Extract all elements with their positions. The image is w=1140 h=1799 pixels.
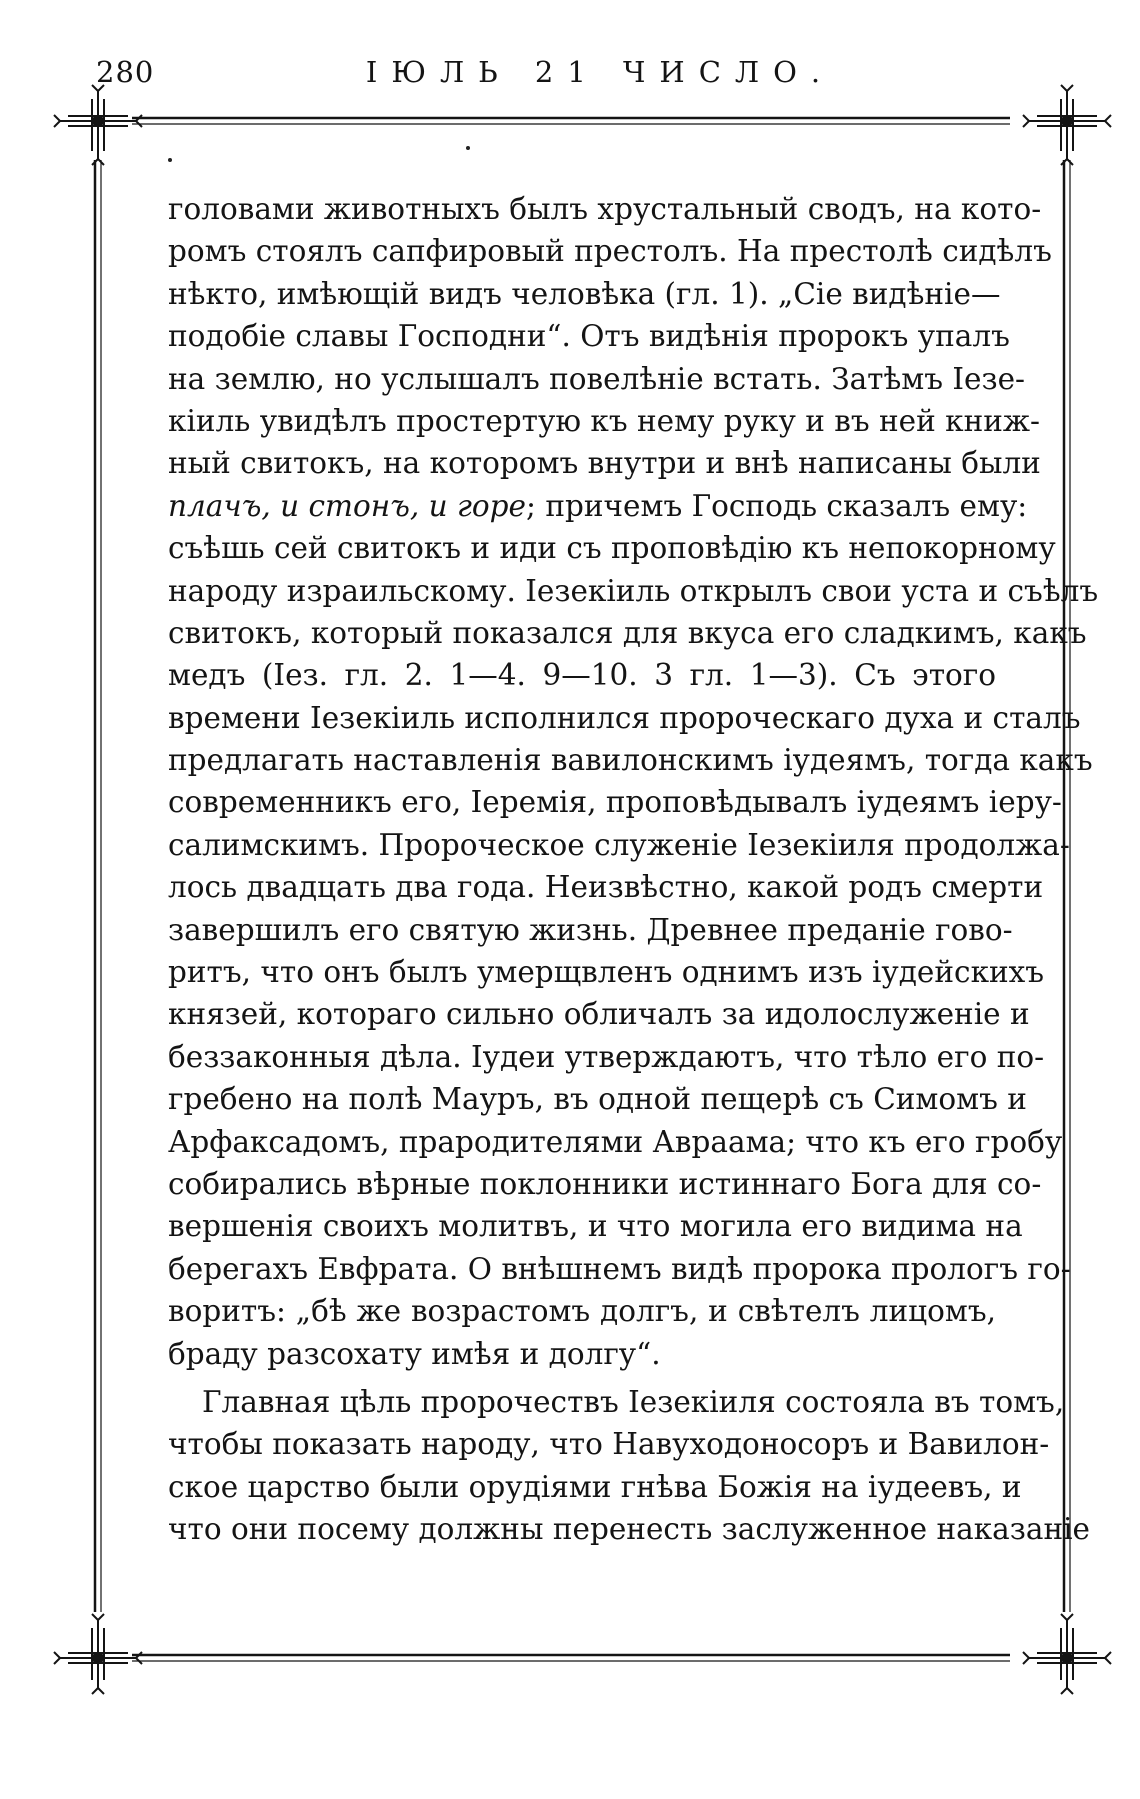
text-line: нѣкто, имѣющій видъ человѣка (гл. 1). „Сіе видѣніе—	[168, 276, 1001, 311]
text-line: берегахъ Евфрата. О внѣшнемъ видѣ пророка прологъ го-	[168, 1251, 1071, 1286]
stray-mark	[168, 158, 172, 162]
text-line: воритъ: „бѣ же возрастомъ долгъ, и свѣтелъ лицомъ,	[168, 1294, 996, 1329]
text-line: браду разсохату имѣя и долгу“.	[168, 1336, 661, 1371]
corner-ornament-icon	[1023, 1614, 1111, 1694]
text-line: гребено на полѣ Мауръ, въ одной пещерѣ съ Симомъ и	[168, 1082, 1027, 1117]
page-header	[0, 0, 1140, 130]
text-line: чтобы показать народу, что Навуходоносоръ и Вавилон-	[168, 1427, 1050, 1462]
running-head: ІЮЛЬ 21 ЧИСЛО.	[365, 55, 835, 89]
corner-ornament-icon	[54, 1614, 142, 1694]
text-line: лось двадцать два года. Неизвѣстно, какой родъ смерти	[168, 870, 1044, 905]
page-number: 280	[96, 55, 155, 89]
text-line: Арфаксадомъ, прародителями Авраама; что къ его гробу	[168, 1124, 1063, 1159]
text-line-mixed	[168, 485, 1028, 527]
text-line: Главная цѣль пророчествъ Іезекіиля состояла въ томъ,	[202, 1384, 1065, 1419]
text-line: салимскимъ. Пророческое служеніе Іезекіиля продолжа-	[168, 827, 1070, 862]
text-line: предлагать наставленія вавилонскимъ іудеямъ, тогда какъ	[168, 743, 1093, 778]
stray-mark	[466, 146, 470, 150]
text-line: подобіе славы Господни“. Отъ видѣнія пророкъ упалъ	[168, 319, 1010, 354]
text-line: беззаконныя дѣла. Іудеи утверждаютъ, что тѣло его по-	[168, 1039, 1045, 1074]
text-segment: ; причемъ Господь сказалъ ему:	[526, 488, 1028, 523]
text-line: кіиль увидѣлъ простертую къ нему руку и въ ней книж-	[168, 403, 1041, 438]
paragraph-2	[168, 1381, 1091, 1551]
text-line: ромъ стоялъ сапфировый престолъ. На престолѣ сидѣлъ	[168, 234, 1052, 269]
text-line: медъ (Іез. гл. 2. 1—4. 9—10. 3 гл. 1—3). Съ этого	[168, 658, 996, 693]
text-line: ный свитокъ, на которомъ внутри и внѣ написаны были	[168, 446, 1041, 481]
paragraph-1	[168, 188, 1099, 1375]
text-line: головами животныхъ былъ хрустальный сводъ, на кото-	[168, 192, 1042, 226]
text-line: завершилъ его святую жизнь. Древнее преданіе гово-	[168, 912, 1013, 947]
italic-phrase: плачъ, и стонъ, и горе	[168, 488, 527, 523]
body-text	[168, 188, 1099, 1551]
text-line: ритъ, что онъ былъ умерщвленъ однимъ изъ іудейскихъ	[168, 955, 1045, 990]
text-line: что они посему должны перенесть заслуженное наказаніе	[168, 1512, 1091, 1547]
text-line: современникъ его, Іеремія, проповѣдывалъ іудеямъ іеру-	[168, 785, 1062, 820]
text-line: собирались вѣрные поклонники истиннаго Бога для со-	[168, 1166, 1042, 1201]
text-line: на землю, но услышалъ повелѣніе встать. Затѣмъ Іезе-	[168, 361, 1026, 396]
text-line: съѣшь сей свитокъ и иди съ проповѣдію къ непокорному	[168, 531, 1056, 566]
text-line: ское царство были орудіями гнѣва Божія на іудеевъ, и	[168, 1469, 1022, 1504]
text-line: князей, котораго сильно обличалъ за идолослуженіе и	[168, 997, 1030, 1032]
text-line: вершенія своихъ молитвъ, и что могила его видима на	[168, 1209, 1023, 1244]
text-line: народу израильскому. Іезекіиль открылъ свои уста и съѣлъ	[168, 573, 1099, 608]
text-line: времени Іезекіиль исполнился пророческаго духа и сталъ	[168, 700, 1081, 735]
text-line: свитокъ, который показался для вкуса его сладкимъ, какъ	[168, 615, 1087, 650]
